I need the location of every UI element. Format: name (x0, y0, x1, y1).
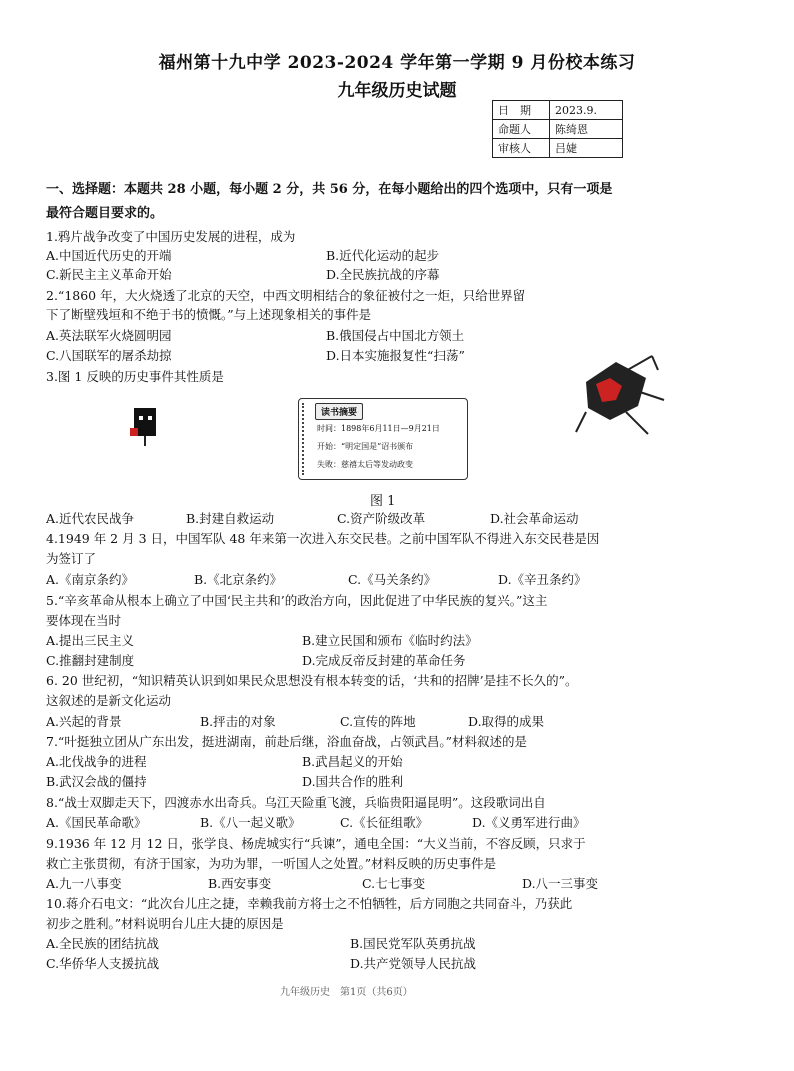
q10-option-c[interactable]: C.华侨华人支援抗战 (46, 956, 160, 971)
q6-option-b[interactable]: B.抨击的对象 (200, 714, 276, 729)
info-row-reviewer (493, 139, 623, 158)
q9-option-c[interactable]: C.七七事变 (362, 876, 426, 891)
figure-header: 读书摘要 (315, 403, 363, 420)
q4-option-d[interactable]: D.《辛丑条约》 (498, 572, 587, 587)
q8-option-d[interactable]: D.《义勇军进行曲》 (472, 815, 586, 830)
q5-option-c[interactable]: C.推翻封建制度 (46, 653, 135, 668)
page-footer: 九年级历史 第1页（共6页） (280, 987, 413, 998)
q1-option-a[interactable]: A.中国近代历史的开端 (46, 248, 172, 263)
scan-mark-cartoon (566, 342, 670, 442)
scan-mark-figure (128, 404, 164, 448)
info-row-author (493, 120, 623, 139)
q5-option-b[interactable]: B.建立民国和颁布《临时约法》 (302, 633, 478, 648)
q1-option-c[interactable]: C.新民主主义革命开始 (46, 267, 172, 282)
info-row-date (493, 101, 623, 120)
info-value: 吕婕 (550, 139, 623, 158)
exam-title: 福州第十九中学 2023-2024 学年第一学期 9 月份校本练习 (158, 53, 636, 73)
question-10-stem-cont: 初步之胜利。”材料说明台儿庄大捷的原因是 (46, 916, 284, 931)
figure-caption: 图 1 (370, 494, 396, 509)
exam-subtitle: 九年级历史试题 (337, 81, 457, 101)
q4-option-a[interactable]: A.《南京条约》 (46, 572, 135, 587)
q7-option-a[interactable]: A.北伐战争的进程 (46, 754, 147, 769)
q8-option-b[interactable]: B.《八一起义歌》 (200, 815, 301, 830)
figure-line-time: 时间：1898年6月11日—9月21日 (317, 424, 440, 433)
q1-option-b[interactable]: B.近代化运动的起步 (326, 248, 440, 263)
q3-option-d[interactable]: D.社会革命运动 (490, 511, 579, 526)
question-6-stem-cont: 这叙述的是新文化运动 (46, 693, 172, 708)
info-key: 日 期 (493, 101, 550, 120)
question-5-stem: 5.“辛亥革命从根本上确立了中国‘民主共和’的政治方向，因此促进了中华民族的复兴。”这主 (46, 593, 548, 608)
question-3-stem: 3.图 1 反映的历史事件其性质是 (46, 369, 224, 384)
q2-option-d[interactable]: D.日本实施报复性“扫荡” (326, 348, 465, 363)
figure-line-failure: 失败：慈禧太后等发动政变 (317, 460, 413, 469)
q7-option-b[interactable]: B.武昌起义的开始 (302, 754, 403, 769)
question-10-stem: 10.蒋介石电文：“此次台儿庄之捷，幸赖我前方将士之不怕牺牲，后方同胞之共同奋斗，乃获此 (46, 896, 573, 911)
question-7-stem: 7.“叶挺独立团从广东出发，挺进湖南，前赴后继，浴血奋战，占领武昌。”材料叙述的是 (46, 734, 527, 749)
question-8-stem: 8.“战士双脚走天下，四渡赤水出奇兵。乌江天险重飞渡，兵临贵阳逼昆明”。这段歌词出自 (46, 795, 546, 810)
question-9-stem: 9.1936 年 12 月 12 日，张学良、杨虎城实行“兵谏”，通电全国：“大义当前，不容反顾，只求于 (46, 836, 586, 851)
question-4-stem-cont: 为签订了 (46, 551, 97, 566)
question-6-stem: 6. 20 世纪初，“知识精英认识到如果民众思想没有根本转变的话，‘共和的招牌’是挂不长久的”。 (46, 673, 578, 688)
question-9-stem-cont: 救亡主张贯彻，有济于国家，为功为罪，一听国人之处置。”材料反映的历史事件是 (46, 856, 497, 871)
q10-option-a[interactable]: A.全民族的团结抗战 (46, 936, 160, 951)
q5-option-a[interactable]: A.提出三民主义 (46, 633, 135, 648)
q3-option-a[interactable]: A.近代农民战争 (46, 511, 135, 526)
q3-option-b[interactable]: B.封建自救运动 (186, 511, 275, 526)
q9-option-a[interactable]: A.九一八事变 (46, 876, 122, 891)
q5-option-d[interactable]: D.完成反帝反封建的革命任务 (302, 653, 466, 668)
info-key: 审核人 (493, 139, 550, 158)
question-4-stem: 4.1949 年 2 月 3 日，中国军队 48 年来第一次进入东交民巷。之前中国军队不得进入东交民巷是因 (46, 531, 600, 546)
q3-option-c[interactable]: C.资产阶级改革 (337, 511, 426, 526)
q9-option-b[interactable]: B.西安事变 (208, 876, 272, 891)
q4-option-c[interactable]: C.《马关条约》 (348, 572, 437, 587)
q6-option-c[interactable]: C.宣传的阵地 (340, 714, 416, 729)
q2-option-c[interactable]: C.八国联军的屠杀劫掠 (46, 348, 172, 363)
info-key: 命题人 (493, 120, 550, 139)
question-5-stem-cont: 要体现在当时 (46, 613, 122, 628)
reading-notes-figure (298, 398, 468, 480)
section-heading-cont: 最符合题目要求的。 (46, 206, 164, 221)
info-value: 陈绮恩 (550, 120, 623, 139)
q8-option-c[interactable]: C.《长征组歌》 (340, 815, 429, 830)
info-value: 2023.9. (550, 101, 623, 120)
q2-option-a[interactable]: A.英法联军火烧圆明园 (46, 328, 172, 343)
q2-option-b[interactable]: B.俄国侵占中国北方领土 (326, 328, 465, 343)
q7-option-d[interactable]: D.国共合作的胜利 (302, 774, 404, 789)
info-table (492, 100, 623, 158)
q1-option-d[interactable]: D.全民族抗战的序幕 (326, 267, 440, 282)
notebook-spiral (302, 403, 314, 475)
section-heading: 一、选择题：本题共 28 小题，每小题 2 分，共 56 分，在每小题给出的四个选项中，只有一项是 (46, 182, 613, 197)
q10-option-b[interactable]: B.国民党军队英勇抗战 (350, 936, 476, 951)
question-1-stem: 1.鸦片战争改变了中国历史发展的进程，成为 (46, 229, 296, 244)
q6-option-a[interactable]: A.兴起的背景 (46, 714, 122, 729)
figure-line-start: 开始：“明定国是”诏书颁布 (317, 442, 414, 451)
question-2-stem: 2.“1860 年，大火烧透了北京的天空，中西文明相结合的象征被付之一炬，只给世界留 (46, 288, 526, 303)
q4-option-b[interactable]: B.《北京条约》 (194, 572, 283, 587)
question-2-stem-cont: 下了断壁残垣和不绝于书的愤慨。”与上述现象相关的事件是 (46, 307, 372, 322)
q7-option-c[interactable]: B.武汉会战的僵持 (46, 774, 147, 789)
q6-option-d[interactable]: D.取得的成果 (468, 714, 545, 729)
q8-option-a[interactable]: A.《国民革命歌》 (46, 815, 147, 830)
q10-option-d[interactable]: D.共产党领导人民抗战 (350, 956, 477, 971)
q9-option-d[interactable]: D.八一三事变 (522, 876, 599, 891)
